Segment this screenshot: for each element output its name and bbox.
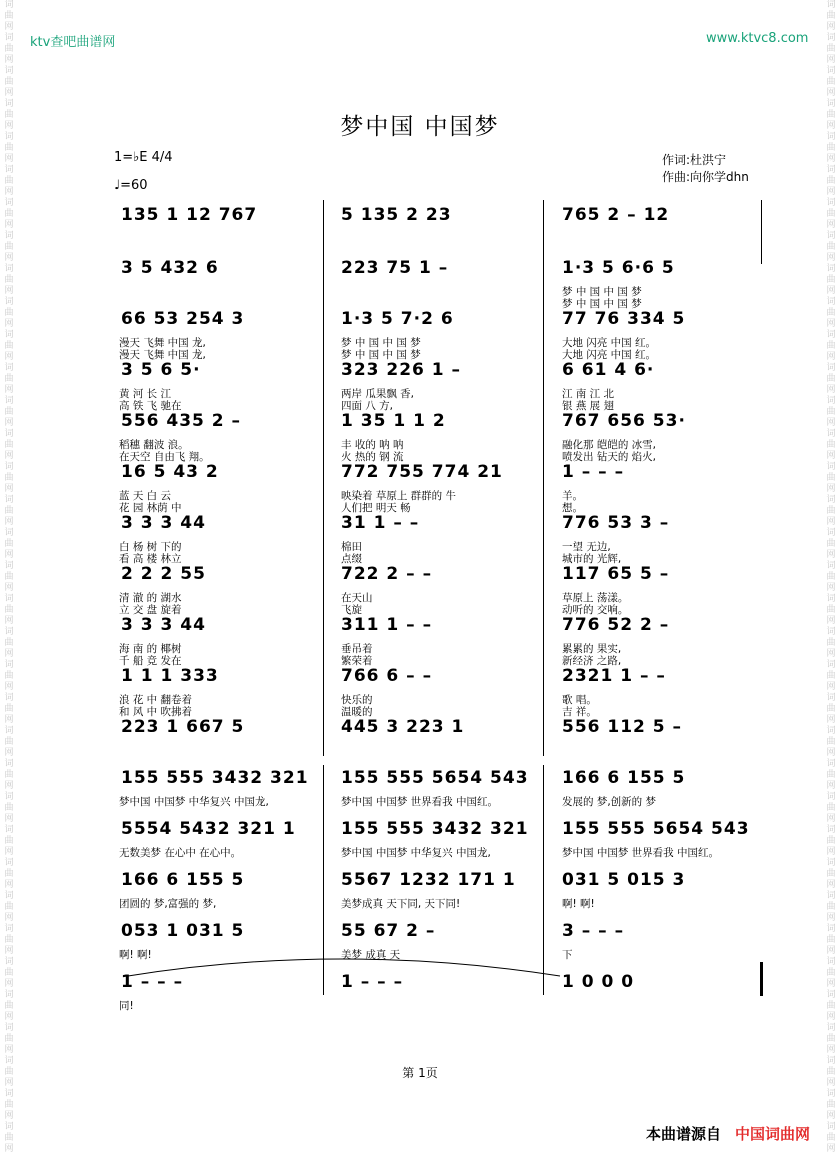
lyrics-r14-m2: 美梦成真 天下同, 天下同! xyxy=(341,898,461,910)
lyrics-r4-m2-v1: 两岸 瓜果飘 香, xyxy=(341,388,415,400)
credits xyxy=(662,152,749,186)
lyrics-r13-m2: 梦中国 中国梦 中华复兴 中国龙, xyxy=(341,847,491,859)
lyrics-r5-m1-v1: 稻穗 翻波 浪。 xyxy=(119,439,189,451)
watermark-left: 词曲网词曲网词曲网词曲网词曲网词曲网词曲网词曲网词曲网词曲网词曲网词曲网词曲网词曲网词曲网词曲网词曲网词曲网词曲网词曲网词曲网词曲网词曲网词曲网词曲网词曲网词曲网词曲网词曲网词曲网词曲网词曲网词曲网词曲网词曲网 xyxy=(4,0,14,1154)
notation-r4-m2: 323 226 1 – xyxy=(341,360,462,380)
lyrics-r6-m3-v1: 羊。 xyxy=(562,490,583,502)
lyrics-r9-m2-v2: 繁荣着 xyxy=(341,655,373,667)
notation-r14-m1: 166 6 155 5 xyxy=(121,870,245,890)
lyrics-r8-m1-v2: 立 交 盘 旋着 xyxy=(119,604,182,616)
lyrics-r9-m1-v1: 海 南 的 椰树 xyxy=(119,643,182,655)
notation-r9-m2: 311 1 – – xyxy=(341,615,433,635)
notation-r3-m1: 66 53 254 3 xyxy=(121,309,245,329)
notation-r8-m2: 722 2 – – xyxy=(341,564,433,584)
barline-1 xyxy=(323,200,324,756)
notation-r5-m3: 767 656 53· xyxy=(562,411,686,431)
lyrics-r13-m3: 梦中国 中国梦 世界看我 中国红。 xyxy=(562,847,720,859)
lyrics-r10-m2-v2: 温暖的 xyxy=(341,706,373,718)
lyrics-r7-m3-v1: 一望 无边, xyxy=(562,541,611,553)
lyrics-r6-m2-v1: 映染着 草原上 群群的 牛 xyxy=(341,490,457,502)
notation-r10-m3: 2321 1 – – xyxy=(562,666,666,686)
barline-2 xyxy=(543,200,544,756)
lyrics-r4-m1-v1: 黄 河 长 江 xyxy=(119,388,172,400)
notation-r9-m1: 3 3 3 44 xyxy=(121,615,206,635)
notation-r16-m1: 1 – – – xyxy=(121,972,184,992)
notation-r2-m2: 223 75 1 – xyxy=(341,258,449,278)
lyrics-r12-m2: 梦中国 中国梦 世界看我 中国红。 xyxy=(341,796,499,808)
lyrics-r3-m2-v1: 梦 中 国 中 国 梦 xyxy=(341,337,421,349)
lyrics-r3-m1-v2: 漫天 飞舞 中国 龙, xyxy=(119,349,206,361)
lyrics-r5-m3-v2: 喷发出 钻天的 焰火, xyxy=(562,451,657,463)
header-right-site[interactable]: www.ktvc8.com xyxy=(706,31,809,46)
notation-r1-m3: 765 2 – 12 xyxy=(562,205,670,225)
notation-r4-m3: 6 61 4 6· xyxy=(562,360,655,380)
lyrics-r10-m3-v1: 歌 唱。 xyxy=(562,694,597,706)
lyrics-r3-m3-v2: 大地 闪亮 中国 红。 xyxy=(562,349,657,361)
notation-r12-m2: 155 555 5654 543 xyxy=(341,768,529,788)
lyrics-r7-m3-v2: 城市的 光辉, xyxy=(562,553,622,565)
lyrics-r15-m3: 下 xyxy=(562,949,573,961)
lyrics-r14-m3: 啊! 啊! xyxy=(562,898,595,910)
lyrics-r7-m1-v1: 白 杨 树 下的 xyxy=(119,541,182,553)
notation-r13-m1: 5554 5432 321 1 xyxy=(121,819,296,839)
lyrics-r5-m2-v2: 火 热的 钢 流 xyxy=(341,451,404,463)
lyrics-r14-m1: 团圆的 梦,富强的 梦, xyxy=(119,898,217,910)
notation-r10-m2: 766 6 – – xyxy=(341,666,433,686)
notation-r5-m2: 1 35 1 1 2 xyxy=(341,411,446,431)
notation-r10-m1: 1 1 1 333 xyxy=(121,666,219,686)
lyrics-r4-m3-v1: 江 南 江 北 xyxy=(562,388,615,400)
lyrics-r2-verse2: 梦 中 国 中 国 梦 xyxy=(562,298,642,310)
notation-r15-m1: 053 1 031 5 xyxy=(121,921,245,941)
lyrics-r16-m1: 同! xyxy=(119,1000,134,1012)
watermark-right: 词曲网词曲网词曲网词曲网词曲网词曲网词曲网词曲网词曲网词曲网词曲网词曲网词曲网词曲网词曲网词曲网词曲网词曲网词曲网词曲网词曲网词曲网词曲网词曲网词曲网词曲网词曲网词曲网词曲网词曲网词曲网词曲网词曲网词曲网词曲网 xyxy=(826,0,836,1154)
source-credit xyxy=(646,1123,810,1144)
notation-r6-m1: 16 5 43 2 xyxy=(121,462,219,482)
notation-r16-m2: 1 – – – xyxy=(341,972,404,992)
lyrics-r8-m3-v1: 草原上 荡漾。 xyxy=(562,592,629,604)
lyrics-r12-m1: 梦中国 中国梦 中华复兴 中国龙, xyxy=(119,796,269,808)
composer: 作曲:向你学dhn xyxy=(662,170,749,184)
notation-r8-m1: 2 2 2 55 xyxy=(121,564,206,584)
lyrics-r13-m1: 无数美梦 在心中 在心中。 xyxy=(119,847,242,859)
notation-r1-m2: 5 135 2 23 xyxy=(341,205,452,225)
notation-r5-m1: 556 435 2 – xyxy=(121,411,242,431)
lyrics-r7-m1-v2: 看 高 楼 林立 xyxy=(119,553,182,565)
lyrics-r9-m3-v2: 新经济 之路, xyxy=(562,655,622,667)
lyrics-r6-m1-v1: 蓝 天 白 云 xyxy=(119,490,172,502)
source-name[interactable]: 中国词曲网 xyxy=(734,1125,810,1143)
notation-r13-m2: 155 555 3432 321 xyxy=(341,819,529,839)
lyrics-r7-m2-v2: 点缀 xyxy=(341,553,362,565)
lyrics-r9-m2-v1: 垂吊着 xyxy=(341,643,373,655)
notation-r15-m2: 55 67 2 – xyxy=(341,921,436,941)
notation-r7-m1: 3 3 3 44 xyxy=(121,513,206,533)
lyrics-r8-m1-v1: 清 澈 的 湖水 xyxy=(119,592,182,604)
notation-r16-m3: 1 0 0 0 xyxy=(562,972,635,992)
lyrics-r4-m3-v2: 银 燕 展 翅 xyxy=(562,400,615,412)
lyrics-r9-m3-v1: 累累的 果实, xyxy=(562,643,622,655)
lyrics-r6-m2-v2: 人们把 明天 畅 xyxy=(341,502,411,514)
notation-r14-m2: 5567 1232 171 1 xyxy=(341,870,516,890)
notation-r9-m3: 776 52 2 – xyxy=(562,615,670,635)
lyrics-r2-verse1: 梦 中 国 中 国 梦 xyxy=(562,286,642,298)
notation-r12-m3: 166 6 155 5 xyxy=(562,768,686,788)
lyrics-r12-m3: 发展的 梦,创新的 梦 xyxy=(562,796,657,808)
lyrics-r3-m2-v2: 梦 中 国 中 国 梦 xyxy=(341,349,421,361)
header-left-site[interactable]: ktv查吧曲谱网 xyxy=(30,35,116,50)
lyrics-r9-m1-v2: 千 船 竞 发在 xyxy=(119,655,182,667)
lyrics-r8-m3-v2: 动听的 交响。 xyxy=(562,604,629,616)
barline-3 xyxy=(761,200,762,264)
lyrics-r3-m1-v1: 漫天 飞舞 中国 龙, xyxy=(119,337,206,349)
lyrics-r6-m1-v2: 花 园 林荫 中 xyxy=(119,502,182,514)
notation-r1-m1: 135 1 12 767 xyxy=(121,205,258,225)
notation-r3-m2: 1·3 5 7·2 6 xyxy=(341,309,454,329)
tie-arc xyxy=(120,948,580,988)
notation-r11-m1: 223 1 667 5 xyxy=(121,717,245,737)
notation-r2-m1: 3 5 432 6 xyxy=(121,258,219,278)
lyrics-r4-m2-v2: 四面 八 方, xyxy=(341,400,394,412)
lyrics-r4-m1-v2: 高 铁 飞 驰在 xyxy=(119,400,182,412)
lyrics-r8-m2-v1: 在天山 xyxy=(341,592,373,604)
lyrics-r5-m1-v2: 在天空 自由飞 翔。 xyxy=(119,451,210,463)
notation-r6-m2: 772 755 774 21 xyxy=(341,462,503,482)
notation-r8-m3: 117 65 5 – xyxy=(562,564,670,584)
lyrics-r6-m3-v2: 想。 xyxy=(562,502,583,514)
notation-r7-m2: 31 1 – – xyxy=(341,513,420,533)
lyrics-r3-m3-v1: 大地 闪亮 中国 红。 xyxy=(562,337,657,349)
notation-r13-m3: 155 555 5654 543 xyxy=(562,819,750,839)
lyrics-r15-m1: 啊! 啊! xyxy=(119,949,152,961)
lyricist: 作词:杜洪宁 xyxy=(662,153,727,167)
notation-r7-m3: 776 53 3 – xyxy=(562,513,670,533)
source-label: 本曲谱源自 xyxy=(645,1125,721,1143)
notation-r2-m3: 1·3 5 6·6 5 xyxy=(562,258,675,278)
notation-r11-m2: 445 3 223 1 xyxy=(341,717,465,737)
lyrics-r7-m2-v1: 棉田 xyxy=(341,541,362,553)
key-signature: 1=♭E 4/4 xyxy=(114,150,173,165)
notation-r12-m1: 155 555 3432 321 xyxy=(121,768,309,788)
notation-r6-m3: 1 – – – xyxy=(562,462,625,482)
lyrics-r5-m3-v1: 融化那 皑皑的 冰雪, xyxy=(562,439,657,451)
lyrics-r10-m2-v1: 快乐的 xyxy=(341,694,373,706)
song-title: 梦中国 中国梦 xyxy=(340,114,500,140)
tempo-marking: ♩=60 xyxy=(114,178,148,193)
lyrics-r15-m2: 美梦 成真 天 xyxy=(341,949,401,961)
lyrics-r10-m1-v1: 浪 花 中 翻卷着 xyxy=(119,694,193,706)
notation-r3-m3: 77 76 334 5 xyxy=(562,309,686,329)
page-number: 第 1页 xyxy=(402,1066,438,1080)
lyrics-r10-m3-v2: 吉 祥。 xyxy=(562,706,597,718)
lyrics-r5-m2-v1: 丰 收的 呐 呐 xyxy=(341,439,404,451)
notation-r15-m3: 3 – – – xyxy=(562,921,625,941)
notation-r4-m1: 3 5 6 5· xyxy=(121,360,201,380)
lyrics-r8-m2-v2: 飞旋 xyxy=(341,604,362,616)
notation-r11-m3: 556 112 5 – xyxy=(562,717,683,737)
lyrics-r10-m1-v2: 和 风 中 吹拂着 xyxy=(119,706,193,718)
notation-r14-m3: 031 5 015 3 xyxy=(562,870,686,890)
final-barline xyxy=(760,962,763,996)
